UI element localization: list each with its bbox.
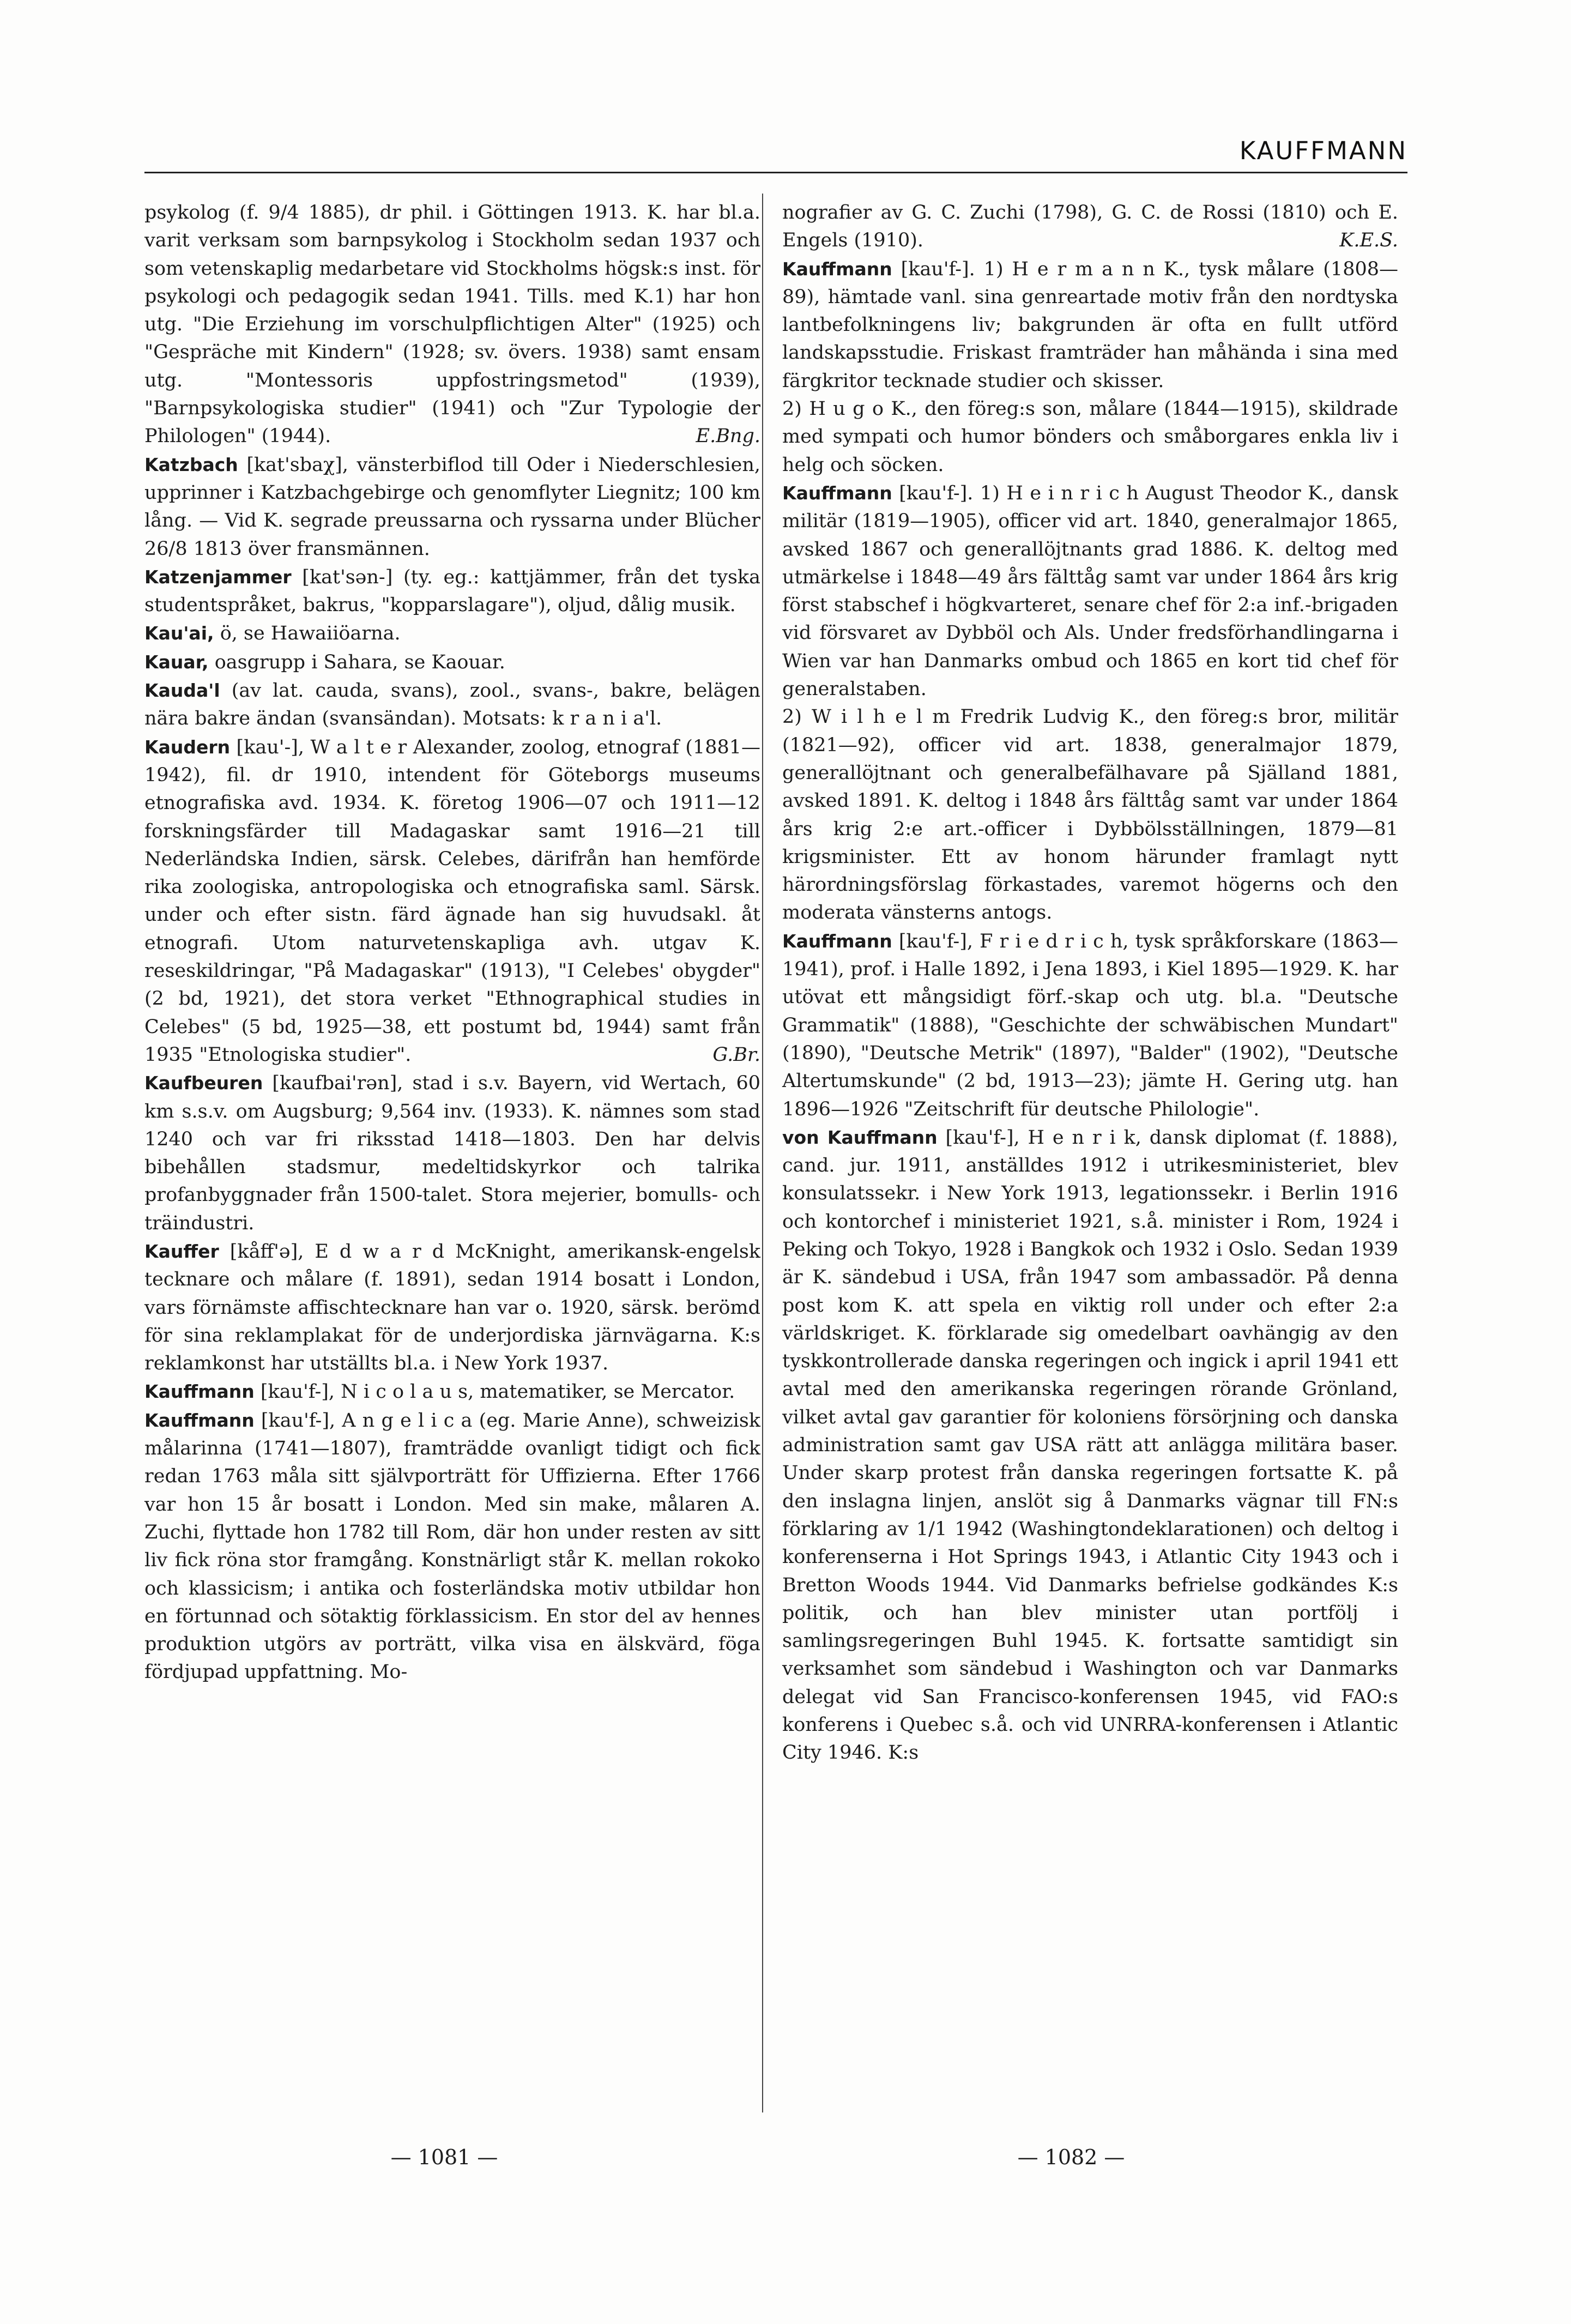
entry-headword: von Kauffmann <box>782 1126 938 1148</box>
left-column <box>144 199 760 1687</box>
entry-headword: Kauffmann <box>782 482 892 504</box>
entry-headword: Kaufbeuren <box>144 1072 263 1094</box>
article-entry <box>144 451 760 563</box>
entry-text: 2) W i l h e l m Fredrik Ludvig K., den föreg:s bror, militär (1821—92), officer vid art. 1838, generalmajor 1879, generallöjtnant och generalbefälhavare på Själland 1881, avsked 1891. K. deltog i 1848 års fälttåg samt var under 1864 års krig 2:e art.-officer i Dybbölsställningen, 1879—81 krigsminister. Ett av honom härunder framlagt nytt härordningsförslag förkastades, varemot högerns och den moderata vänsterns antogs. <box>782 706 1398 924</box>
entry-text: [kau'f-]. 1) H e r m a n n K., tysk målare (1808—89), hämtade vanl. sina genreartade motiv från den nordtyska lantbefolkningens liv; bakgrunden är ofta en fullt utförd landskapsstudie. Friskast framträder han måhända i sina med färgkritor tecknade studier och skisser. <box>782 258 1398 392</box>
entry-headword: Kauar, <box>144 651 209 673</box>
column-divider <box>762 194 763 2112</box>
entry-text: [kåff'ə], E d w a r d McKnight, amerikansk-engelsk tecknare och målare (f. 1891), sedan 1914 bosatt i London, vars förnämste affischtecknare han var o. 1920, särsk. berömd för sina reklamplakat för de underjordiska järnvägarna. K:s reklamkonst har utställts bl.a. i New York 1937. <box>144 1240 760 1375</box>
author-signature: K.E.S. <box>1339 230 1398 252</box>
article-entry <box>144 1238 760 1378</box>
header-rule <box>144 172 1407 173</box>
article-entry <box>144 199 760 451</box>
entry-text: [kaufbai'rən], stad i s.v. Bayern, vid Wertach, 60 km s.s.v. om Augsburg; 9,564 inv. (1933). K. nämnes som stad 1240 och var fri riksstad 1418—1803. Den har delvis bibehållen stadsmur, medeltidskyrkor och talrika profanbyggnader från 1500-talet. Stora mejerier, bomulls- och träindustri. <box>144 1072 760 1234</box>
article-entry <box>144 648 760 677</box>
entry-headword: Kauffmann <box>782 930 892 952</box>
right-column <box>782 199 1398 1767</box>
entry-text: nografier av G. C. Zuchi (1798), G. C. de Rossi (1810) och E. Engels (1910). <box>782 202 1398 252</box>
entry-headword: Katzbach <box>144 454 238 475</box>
entry-headword: Kauffmann <box>144 1409 255 1431</box>
article-entry <box>144 619 760 648</box>
entry-text: [kat'sbaχ], vänsterbiflod till Oder i Niederschlesien, upprinner i Katzbachgebirge och genomflyter Liegnitz; 100 km lång. — Vid K. segrade preussarna och ryssarna under Blücher 26/8 1813 över fransmännen. <box>144 454 760 560</box>
page-number-right: — 1082 — <box>1017 2145 1125 2169</box>
article-entry <box>782 255 1398 395</box>
article-entry <box>144 563 760 620</box>
entry-text: [kau'-], W a l t e r Alexander, zoolog, etnograf (1881—1942), fil. dr 1910, intendent för Göteborgs museums etnografiska avd. 1934. K. företog 1906—07 och 1911—12 forskningsfärder till Madagaskar samt 1916—21 till Nederländska Indien, särsk. Celebes, därifrån han hemförde rika zoologiska, antropologiska och etnografiska saml. Särsk. under och efter sistn. färd ägnade han sig huvudsakl. åt etnografi. Utom naturvetenskapliga avh. utgav K. reseskildringar, "På Madagaskar" (1913), "I Celebes' obygder" (2 bd, 1921), det stora verket "Ethnographical studies in Celebes" (5 bd, 1925—38, ett postumt bd, 1944) samt från 1935 "Etnologiska studier". <box>144 736 760 1066</box>
article-entry <box>782 395 1398 479</box>
entry-text: [kau'f-], F r i e d r i c h, tysk språkforskare (1863—1941), prof. i Halle 1892, i Jena 1893, i Kiel 1895—1929. K. har utövat ett mångsidigt förf.-skap och utg. bl.a. "Deutsche Grammatik" (1888), "Geschichte der schwäbischen Mundart" (1890), "Deutsche Metrik" (1897), "Balder" (1902), "Deutsche Altertumskunde" (2 bd, 1913—23); jämte H. Gering utg. han 1896—1926 "Zeitschrift für deutsche Philologie". <box>782 930 1398 1120</box>
entry-text: [kau'f-], A n g e l i c a (eg. Marie Anne), schweizisk målarinna (1741—1807), framträdde ovanligt tidigt och fick redan 1763 måla sitt självporträtt för Uffizierna. Efter 1766 var hon 15 år bosatt i London. Med sin make, målaren A. Zuchi, flyttade hon 1782 till Rom, där hon under resten av sitt liv fick röna stor framgång. Konstnärligt står K. mellan rokoko och klassicism; i antika och fosterländska motiv utbildar hon en förtunnad och sötaktig förklassicism. En stor del av hennes produktion utgörs av porträtt, vilka visa en älskvärd, föga fördjupad uppfattning. Mo- <box>144 1409 760 1683</box>
article-entry <box>782 703 1398 927</box>
entry-text: [kau'f-], N i c o l a u s, matematiker, se Mercator. <box>254 1381 735 1403</box>
entry-headword: Kauffmann <box>782 258 892 280</box>
entry-headword: Kau'ai, <box>144 623 214 644</box>
entry-headword: Kaudern <box>144 736 231 758</box>
entry-text: [kat'sən-] (ty. eg.: kattjämmer, från det tyska studentspråket, bakrus, "kopparslagare"), oljud, dålig musik. <box>144 566 760 617</box>
entry-headword: Kauffer <box>144 1240 219 1262</box>
article-entry <box>144 1378 760 1406</box>
entry-text: 2) H u g o K., den föreg:s son, målare (1844—1915), skildrade med sympati och humor bönders och småborgares enkla liv i helg och söcken. <box>782 398 1398 476</box>
article-entry <box>144 1407 760 1687</box>
entry-headword: Katzenjammer <box>144 566 292 588</box>
running-header: KAUFFMANN <box>1239 136 1407 165</box>
entry-text: [kau'f-], H e n r i k, dansk diplomat (f. 1888), cand. jur. 1911, anställdes 1912 i utrikesministeriet, blev konsulatssekr. i New York 1913, legationssekr. i Berlin 1916 och kontorchef i ministeriet 1921, s.å. minister i Rom, 1924 i Peking och Tokyo, 1928 i Bangkok och 1932 i Oslo. Sedan 1939 är K. sändebud i USA, från 1947 som ambassadör. På denna post kom K. att spela en viktig roll under och efter 2:a världskriget. K. förklarade sig omedelbart oavhängig av den tyskkontrollerade danska regeringen och ingick i april 1941 ett avtal med den amerikanska regeringen rörande Grönland, vilket avtal gav garantier för koloniens försörjning och danska administration samt gav USA rätt att anlägga militära baser. Under skarp protest från danska regeringen fortsatte K. på den inslagna linjen, anslöt sig å Danmarks vägnar till FN:s förklaring av 1/1 1942 (Washingtondeklarationen) och deltog i konferenserna i Hot Springs 1943, i Atlantic City 1943 och i Bretton Woods 1944. Vid Danmarks befrielse godkändes K:s politik, och han blev minister utan portfölj i samlingsregeringen Buhl 1945. K. fortsatte samtidigt sin verksamhet som sändebud i Washington och var Danmarks delegat vid San Francisco-konferensen 1945, vid FAO:s konferens i Quebec s.å. och vid UNRRA-konferensen i Atlantic City 1946. K:s <box>782 1126 1398 1764</box>
article-entry <box>782 927 1398 1124</box>
entry-headword: Kauda'l <box>144 680 220 702</box>
entry-text: (av lat. cauda, svans), zool., svans-, bakre, belägen nära bakre ändan (svansändan). Motsats: k r a n i a'l. <box>144 680 760 730</box>
author-signature: G.Br. <box>712 1043 760 1066</box>
entry-text: [kau'f-]. 1) H e i n r i c h August Theodor K., dansk militär (1819—1905), officer vid art. 1840, generalmajor 1865, avsked 1867 och generallöjtnants grad 1886. K. deltog med utmärkelse i 1848—49 års fälttåg samt var under 1864 års krig först stabschef i högkvarteret, senare chef för 2:a inf.-brigaden vid försvaret av Dybböl och Als. Under fredsförhandlingarna i Wien var han Danmarks ombud och 1865 en kort tid chef för generalstaben. <box>782 482 1398 701</box>
entry-text: oasgrupp i Sahara, se Kaouar. <box>208 651 505 673</box>
entry-headword: Kauffmann <box>144 1381 255 1403</box>
article-entry <box>144 1069 760 1238</box>
article-entry <box>782 479 1398 703</box>
article-entry <box>782 199 1398 255</box>
author-signature: E.Bng. <box>696 425 760 448</box>
entry-text: ö, se Hawaiiöarna. <box>214 623 401 645</box>
article-entry <box>144 677 760 733</box>
entry-text: psykolog (f. 9/4 1885), dr phil. i Göttingen 1913. K. har bl.a. varit verksam som barnpsykolog i Stockholm sedan 1937 och som vetenskaplig medarbetare vid Stockholms högsk:s inst. för psykologi och pedagogik sedan 1941. Tills. med K.1) har hon utg. "Die Erziehung im vorschulpflichtigen Alter" (1925) och "Gespräche mit Kindern" (1928; sv. övers. 1938) samt ensam utg. "Montessoris uppfostringsmetod" (1939), "Barnpsykologiska studier" (1941) och "Zur Typologie der Philologen" (1944). <box>144 202 760 448</box>
page-number-left: — 1081 — <box>390 2145 498 2169</box>
article-entry <box>144 733 760 1070</box>
article-entry <box>782 1124 1398 1767</box>
